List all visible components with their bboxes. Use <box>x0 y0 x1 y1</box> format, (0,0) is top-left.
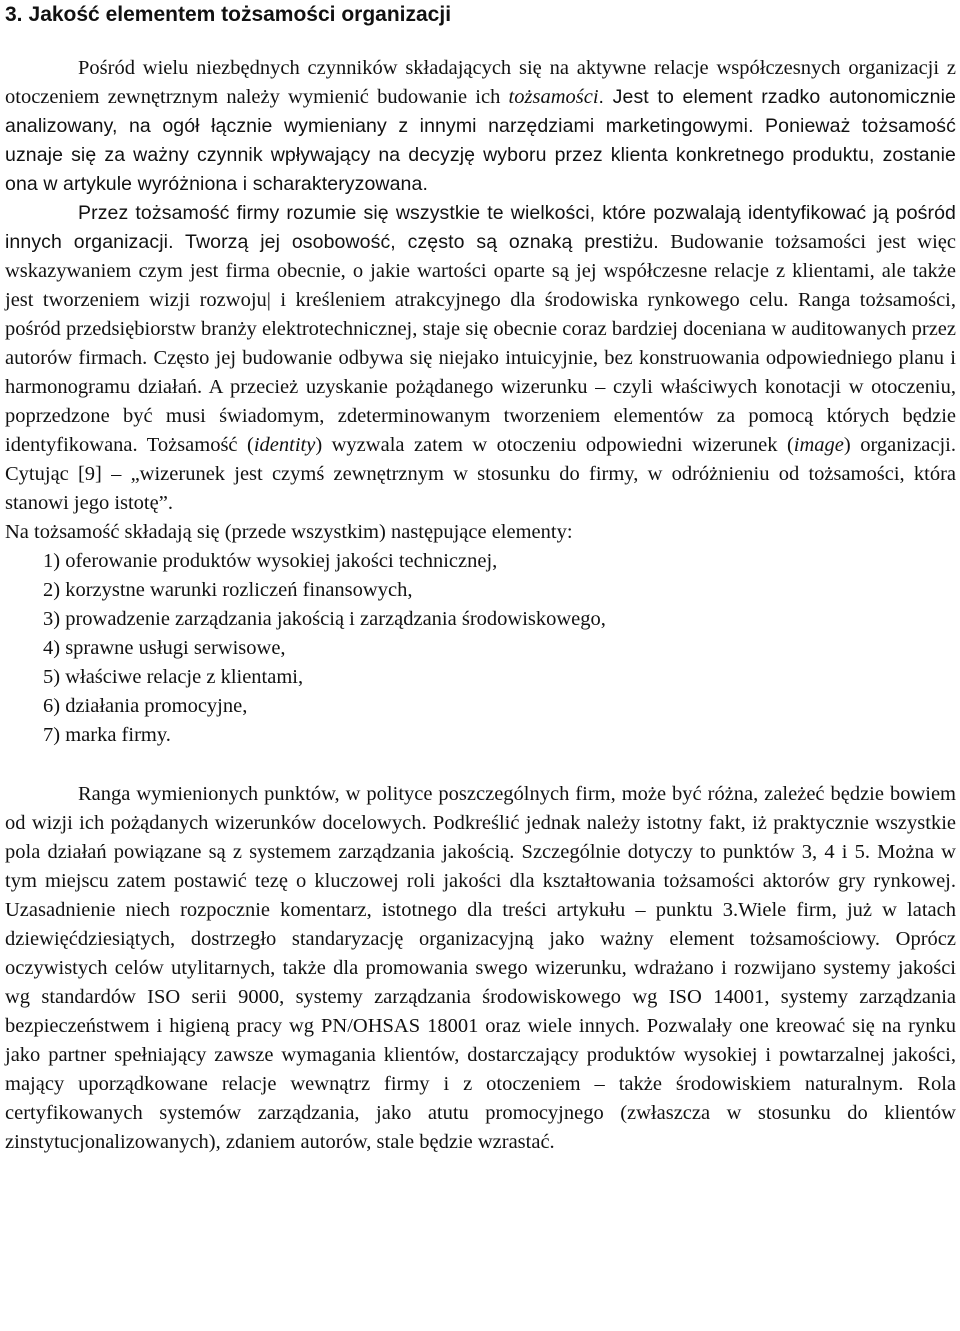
list-item: 5) właściwe relacje z klientami, <box>43 666 304 688</box>
paragraph-2-identity: identity <box>253 434 316 456</box>
paragraph-2-text-a: Przez tożsamość firmy rozumie się wszystkie te wielkości, które pozwalają identyfikować ją pośród innych organizacji. Tworzą jej osobowość, często są oznaką prestiżu. <box>5 202 956 253</box>
paragraph-1-text-c: . Jest to element rzadko autonomicznie analizowany, na ogół łącznie wymieniany z innymi narzędziami marketingowymi. Ponieważ tożsamość uznaje się za ważny czynnik wpływający na decyzję wyboru przez klienta konkretnego produktu, zostanie ona w artykule wyróżniona i scharakteryzowana. <box>5 86 956 195</box>
paragraph-2-text-d: ) organizacji. Cytując [9] – „wizerunek jest czymś zewnętrznym w stosunku do firmy, w odróżnieniu od tożsamości, która stanowi jego istotę”. <box>5 434 957 514</box>
paragraph-2 <box>5 199 956 518</box>
paragraph-1 <box>5 54 956 199</box>
paragraph-3: Ranga wymienionych punktów, w polityce poszczególnych firm, może być różna, zależeć będzie bowiem od wizji ich pożądanych wizerunków docelowych. Podkreślić jednak należy istotny fakt, iż praktycznie wszystkie pola działań powiązane są z systemem zarządzania jakością. Szczególnie dotyczy to punktów 3, 4 i 5. Można w tym miejscu zatem postawić tezę o kluczowej roli jakości dla kształtowania tożsamości aktorów gry rynkowej. Uzasadnienie niech rozpocznie komentarz, istotnego dla treści artykułu – punktu 3.Wiele firm, już w latach dziewięćdziesiątych, dostrzegło standaryzację organizacyjną jako ważny element tożsamościowy. Oprócz oczywistych celów utylitarnych, także dla promowania swego wizerunku, wdrażano i rozwijano systemy jakości wg standardów ISO serii 9000, systemy zarządzania środowiskowego wg ISO 14001, systemy zarządzania bezpieczeństwem i higieną pracy wg PN/OHSAS 18001 oraz wiele innych. Pozwalały one kreować się na rynku jako partner spełniający zawsze wymagania klientów, dostarczający produktów wysokiej i powtarzalnej jakości, mający uporządkowane relacje wewnątrz firmy i z otoczeniem – także środowiskiem naturalnym. Rola certyfikowanych systemów zarządzania, jako atutu promocyjnego (zwłaszcza w stosunku do klientów zinstytucjonalizowanych), zdaniem autorów, stale będzie wzrastać. <box>5 783 956 1153</box>
list-item: 4) sprawne usługi serwisowe, <box>43 637 286 659</box>
list-item: 2) korzystne warunki rozliczeń finansowych, <box>43 579 413 601</box>
list-item: 7) marka firmy. <box>43 724 171 746</box>
list-intro: Na tożsamość składają się (przede wszystkim) następujące elementy: <box>5 521 573 543</box>
paragraph-1-emphasis: tożsamości <box>508 86 599 108</box>
section-heading <box>5 0 956 30</box>
paragraph-2-text-b: Budowanie tożsamości jest więc wskazywaniem czym jest firma obecnie, o jakie wartości oparte są jej współczesne relacje z klientami, ale także jest tworzeniem wizji rozwoju| i kreśleniem atrakcyjnego dla środowiska rynkowego celu. Ranga tożsamości, pośród przedsiębiorstw branży elektrotechnicznej, staje się obecnie coraz bardziej doceniana w auditowanych przez autorów firmach. Często jej budowanie odbywa się niejako intuicyjnie, bez konstruowania odpowiedniego planu i harmonogramu działań. A przecież uzyskanie pożądanego wizerunku – czyli właściwych konotacji w otoczeniu, poprzedzone być musi świadomym, zdeterminowanym tworzeniem elementów za pomocą których będzie identyfikowana. Tożsamość ( <box>5 231 956 456</box>
paragraph-2-image: image <box>793 434 844 456</box>
paragraph-2-text-c: ) wyzwala zatem w otoczeniu odpowiedni wizerunek ( <box>315 434 794 456</box>
list-item: 3) prowadzenie zarządzania jakością i zarządzania środowiskowego, <box>43 608 606 630</box>
list-item: 1) oferowanie produktów wysokiej jakości technicznej, <box>43 550 498 572</box>
elements-list <box>5 547 956 750</box>
paragraph-1-text-a: Pośród wielu niezbędnych czynników składających się na aktywne relacje współczesnych organizacji z otoczeniem zewnętrznym należy wymienić budowanie ich <box>5 57 956 108</box>
section-title: Jakość elementem tożsamości organizacji <box>28 3 452 26</box>
list-item: 6) działania promocyjne, <box>43 695 248 717</box>
section-number: 3. <box>5 3 23 26</box>
